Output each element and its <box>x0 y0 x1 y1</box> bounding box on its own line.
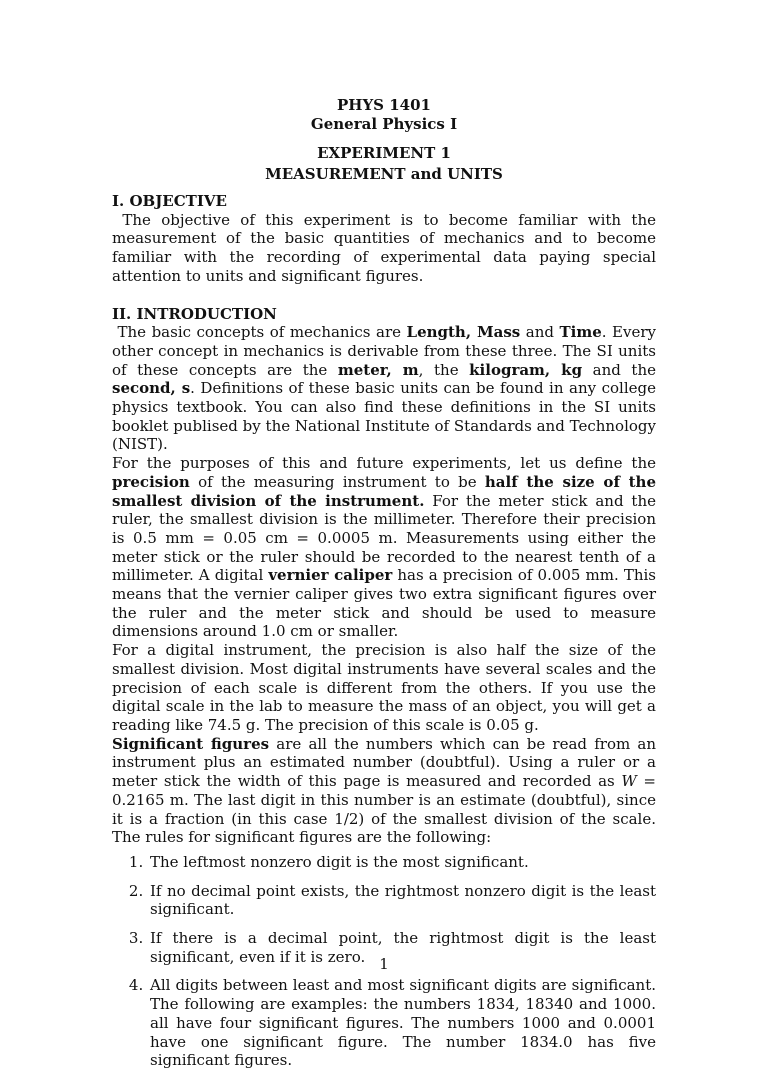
objective-text: The objective of this experiment is to become familiar with the measurement of the basic quantities of mechanics and to become familiar with the recording of experimental data paying special attention to units and significant figures. <box>112 210 656 285</box>
intro-paragraph-significant-figures: Significant figures are all the numbers which can be read from an instrument plus an estimated number (doubtful). Using a ruler or a meter stick the width of this page is measured and recorded as W = 0.2165 m. The last digit in this number is an estimate (doubtful), since it is a fraction (in this case 1/2) of the smallest division of the scale. The rules for significant figures are the following: <box>112 734 656 847</box>
document-body <box>112 192 656 1070</box>
rule-item: 1. The leftmost nonzero digit is the most significant. <box>148 853 656 872</box>
experiment-number: EXPERIMENT 1 <box>317 144 451 162</box>
intro-paragraph-1: The basic concepts of mechanics are Length, Mass and Time. Every other concept in mechanics is derivable from these three. The SI units of these concepts are the meter, m, the kilogram, kg and the second, s. Definitions of these basic units can be found in any college physics textbook. You can also find these definitions in the SI units booklet publised by the National Institute of Standards and Technology (NIST). <box>112 323 656 454</box>
intro-paragraph-digital: For a digital instrument, the precision is also half the size of the smallest division. Most digital instruments have several scales and the precision of each scale is different from the others. If you use the digital scale in the lab to measure the mass of an object, you will get a reading like 74.5 g. The precision of this scale is 0.05 g. <box>112 641 656 734</box>
rule-item: 2. If no decimal point exists, the rightmost nonzero digit is the least significant. <box>148 882 656 919</box>
experiment-title: MEASUREMENT and UNITS <box>265 165 503 183</box>
introduction-heading: II. INTRODUCTION <box>112 304 277 323</box>
rule-item: 3. If there is a decimal point, the rightmost digit is the least significant, even if it is zero. <box>148 929 656 966</box>
objective-heading: I. OBJECTIVE <box>112 192 227 210</box>
intro-paragraph-precision: For the purposes of this and future experiments, let us define the precision of the measuring instrument to be half the size of the smallest division of the instrument. For the meter stick and the ruler, the smallest division is the millimeter. Therefore their precision is 0.5 mm = 0.05 cm = 0.0005 m. Measurements using either the meter stick or the ruler should be recorded to the nearest tenth of a millimeter. A digital vernier caliper has a precision of 0.005 mm. This means that the vernier caliper gives two extra significant figures over the ruler and the meter stick and should be used to measure dimensions around 1.0 cm or smaller. <box>112 454 657 641</box>
page-number: 1 <box>379 955 389 973</box>
rule-item: 4. All digits between least and most significant digits are significant. The following are examples: the numbers 1834, 18340 and 1000. all have four significant figures. The numbers 1000 and 0.0001 have one significant figure. The number 1834.0 has five significant figures. <box>148 976 656 1070</box>
course-title: General Physics I <box>310 115 458 133</box>
course-code: PHYS 1401 <box>337 96 431 114</box>
